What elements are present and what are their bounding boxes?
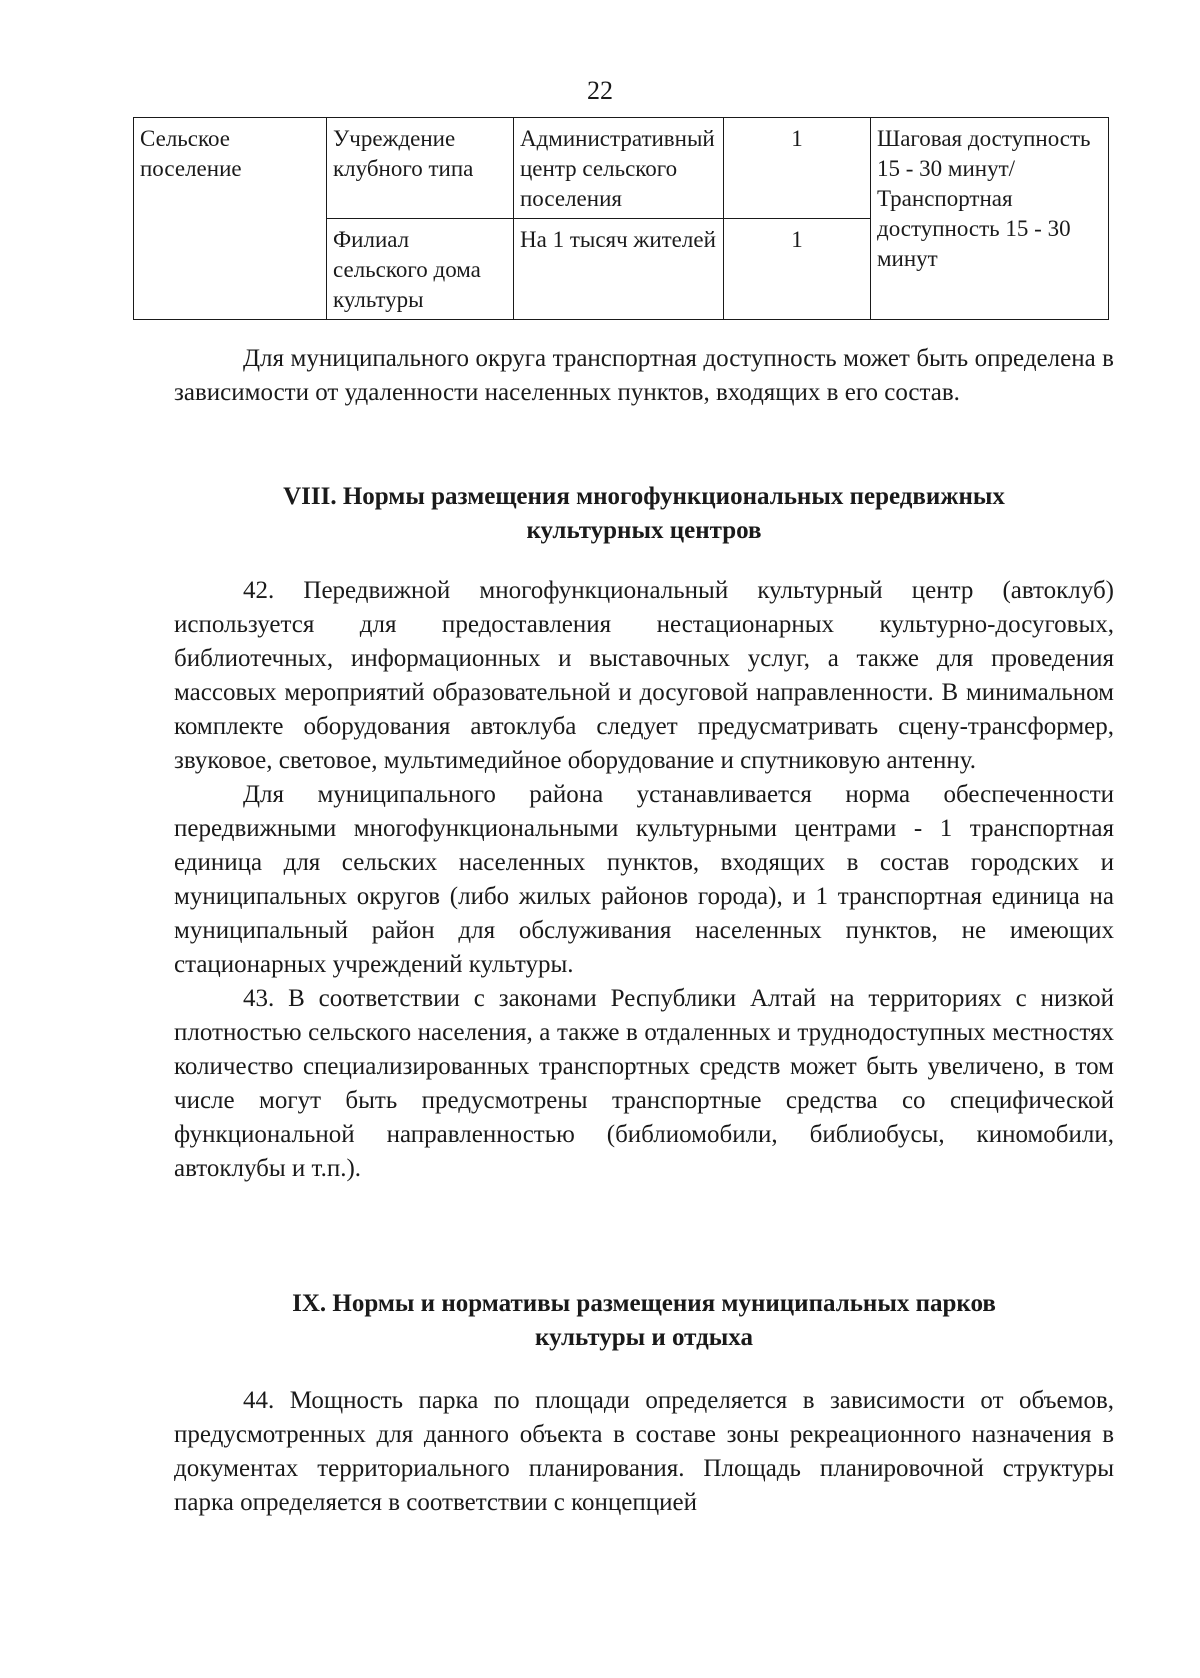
- paragraph-43: 43. В соответствии с законами Республики Алтай на территориях с низкой плотностью сельского населения, а также в отдаленных и труднодоступных местностях количество специализированных транспортных средств может быть увеличено, в том числе могут быть предусмотрены транспортные средства со специфической функциональной направленностью (библиомобили, библиобусы, киномобили, автоклубы и т.п.).: [174, 985, 1114, 1182]
- cell-count: 1: [724, 219, 871, 320]
- paragraph-44: 44. Мощность парка по площади определяется в зависимости от объемов, предусмотренных для данного объекта в составе зоны рекреационного назначения в документах территориального планирования. Площадь планировочной структуры парка определяется в соответствии с концепцией: [174, 1387, 1114, 1516]
- page-number: 22: [587, 76, 613, 105]
- cell-settlement: Сельское поселение: [134, 118, 327, 320]
- heading-line: IX. Нормы и нормативы размещения муниципальных парков: [292, 1290, 996, 1317]
- cell-accessibility: Шаговая доступность 15 - 30 минут/Транспортная доступность 15 - 30 минут: [871, 118, 1109, 320]
- section-9-body: [174, 1384, 1114, 1520]
- cell-institution: Филиал сельского дома культуры: [327, 219, 514, 320]
- paragraph-42: 42. Передвижной многофункциональный культурный центр (автоклуб) используется для предоставления нестационарных культурно-досуговых, библиотечных, информационных и выставочных услуг, а также для проведения массовых мероприятий образовательной и досуговой направленности. В минимальном комплекте оборудования автоклуба следует предусматривать сцену-трансформер, звуковое, световое, мультимедийное оборудование и спутниковую антенну.: [174, 577, 1114, 774]
- heading-line: культуры и отдыха: [535, 1324, 753, 1351]
- norms-table: [133, 117, 1109, 320]
- paragraph-42-2: Для муниципального района устанавливается норма обеспеченности передвижными многофункциональными культурными центрами - 1 транспортная единица для сельских населенных пунктов, входящих в состав городских и муниципальных округов (либо жилых районов города), и 1 транспортная единица на муниципальный район для обслуживания населенных пунктов, не имеющих стационарных учреждений культуры.: [174, 781, 1114, 978]
- table-row: [134, 118, 1109, 219]
- cell-placement: На 1 тысяч жителей: [514, 219, 724, 320]
- intro-paragraph-block: [174, 342, 1114, 410]
- cell-institution: Учреждение клубного типа: [327, 118, 514, 219]
- section-8-heading: [174, 480, 1114, 548]
- cell-placement: Административный центр сельского поселения: [514, 118, 724, 219]
- cell-count: 1: [724, 118, 871, 219]
- section-9-heading: [174, 1287, 1114, 1355]
- paragraph: Для муниципального округа транспортная доступность может быть определена в зависимости от удаленности населенных пунктов, входящих в его состав.: [174, 345, 1114, 406]
- heading-line: культурных центров: [526, 517, 762, 544]
- section-8-body: [174, 574, 1114, 1186]
- heading-line: VIII. Нормы размещения многофункциональных передвижных: [283, 483, 1005, 510]
